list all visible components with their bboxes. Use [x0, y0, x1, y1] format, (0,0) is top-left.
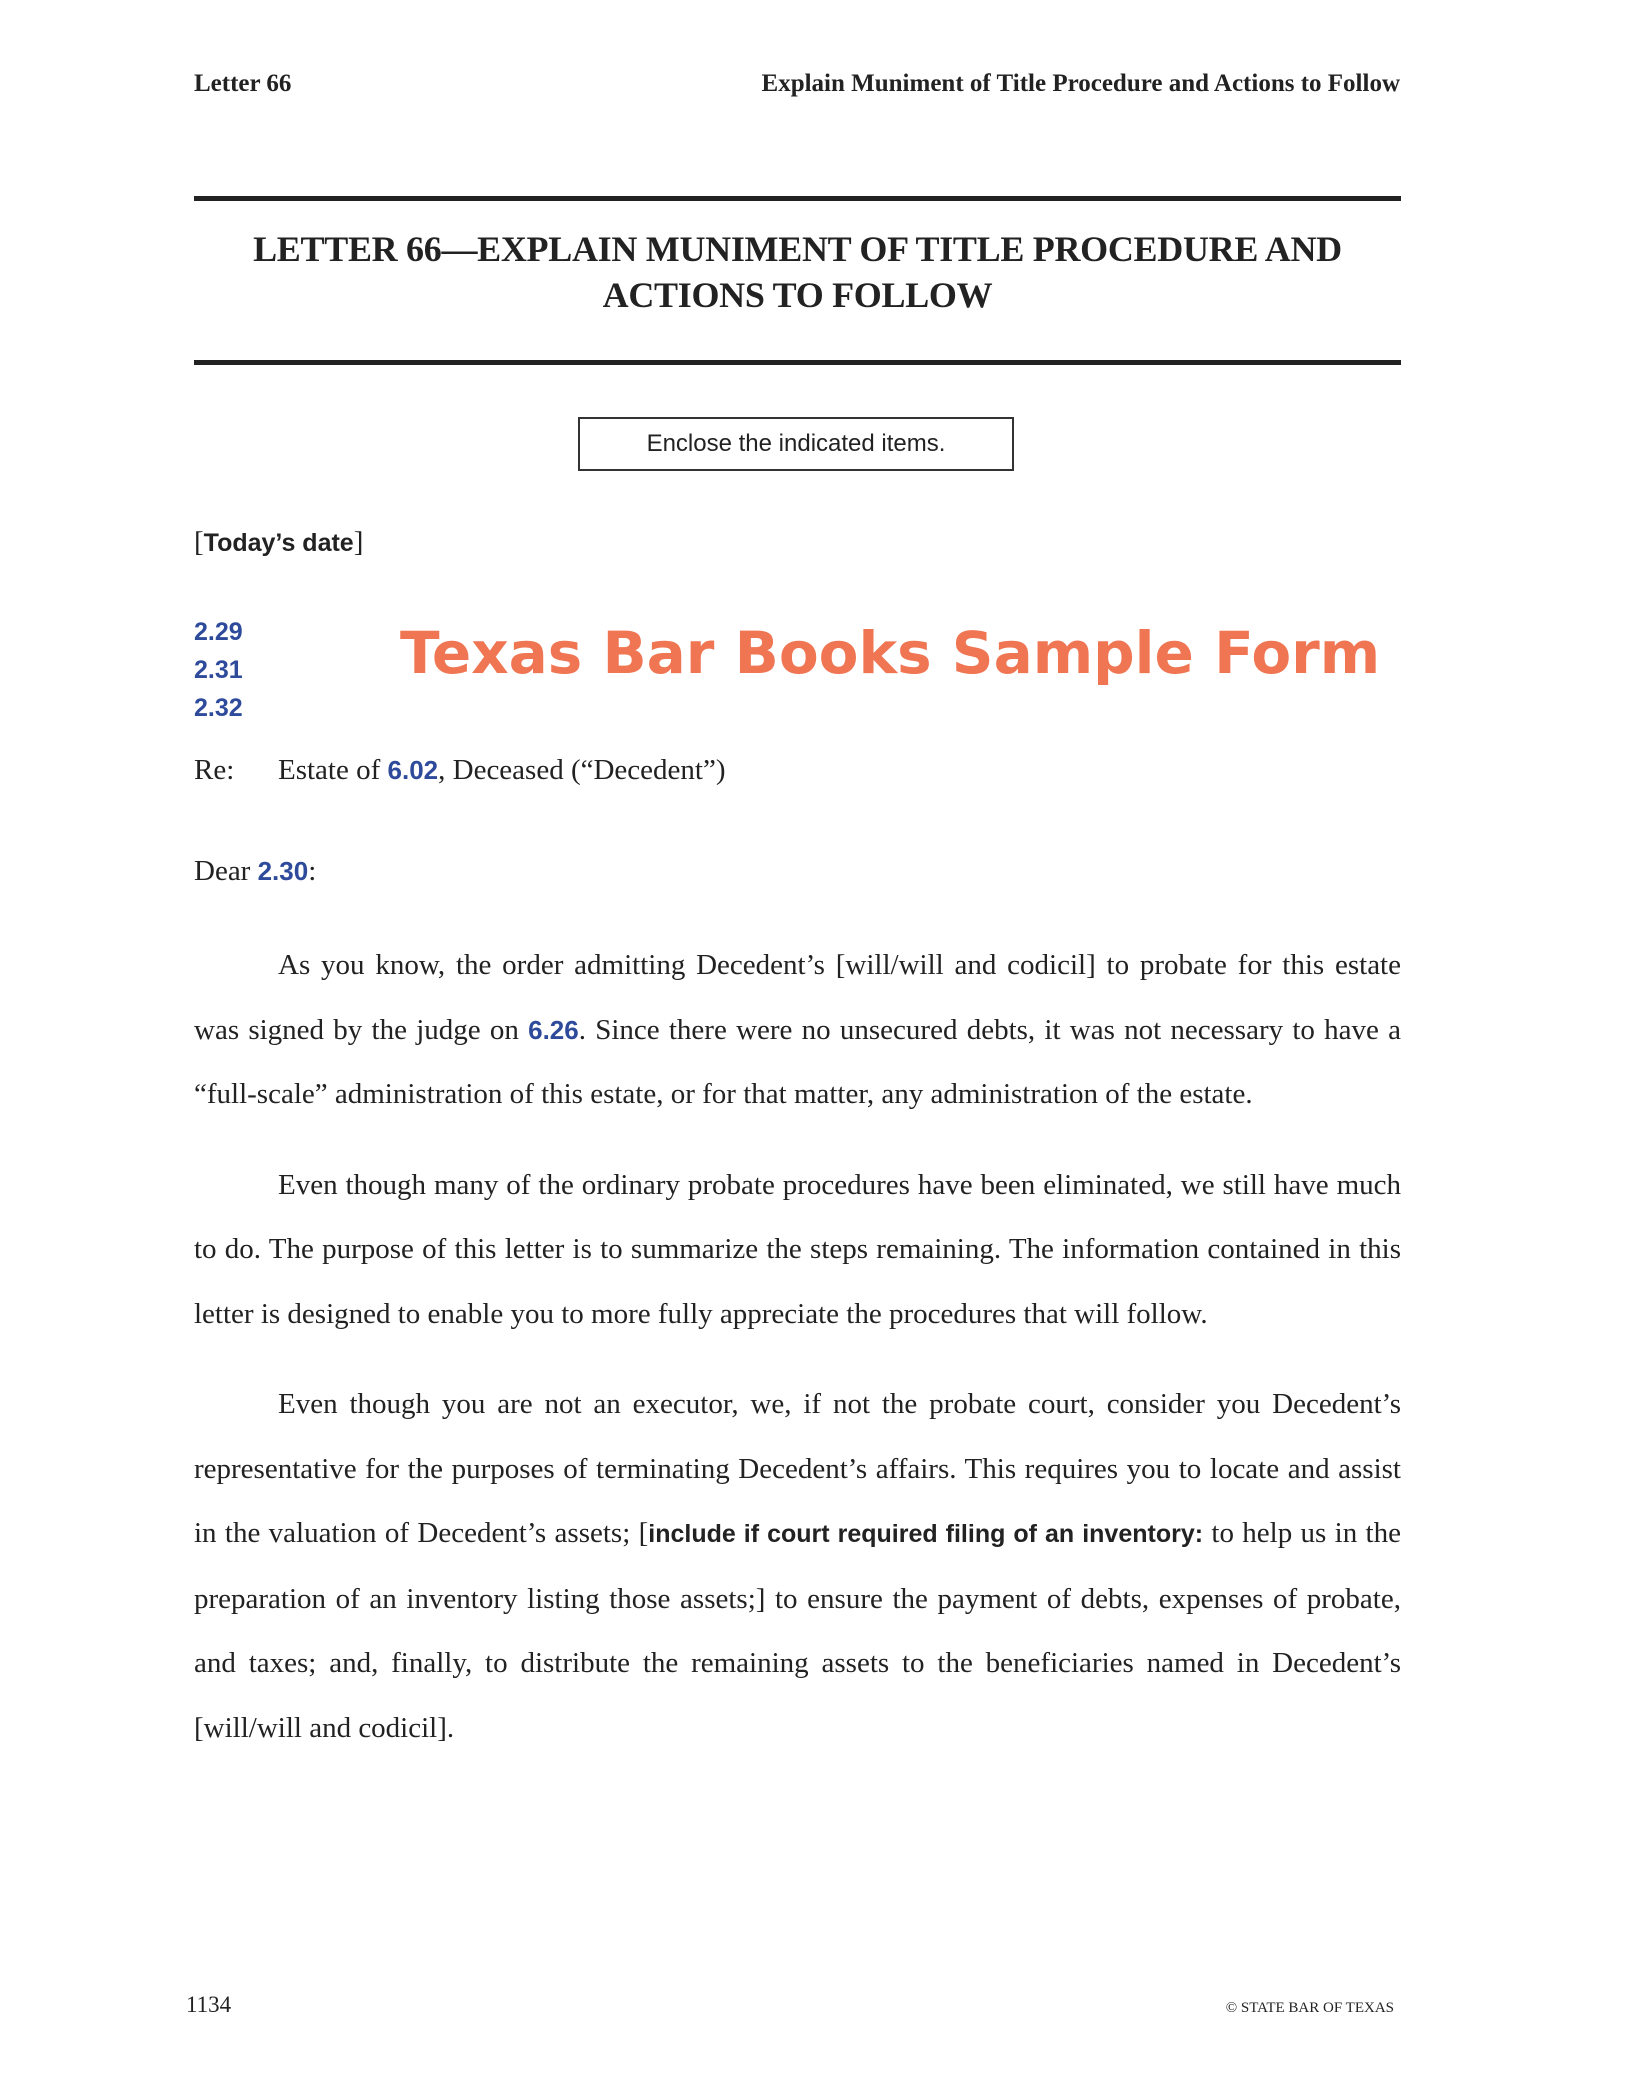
title-rule-top [194, 196, 1401, 201]
watermark: Texas Bar Books Sample Form [400, 619, 1381, 687]
text: As you know, the order admitting Decedent’s [will/will and codicil] to probate for this estate was signed by the judge on [194, 949, 1401, 1046]
bracket: [ [194, 526, 204, 558]
text: to help us in the preparation of an inventory listing those assets;] to ensure the payment of debts, expenses of probate, and taxes; and, finally, to distribute the remaining assets to the beneficiaries named in Decedent’s [will/will and codicil]. [194, 1517, 1401, 1744]
salutation-text: Dear [194, 855, 258, 887]
ref-number[interactable]: 2.32 [194, 694, 243, 722]
running-header-right: Explain Muniment of Title Procedure and Actions to Follow [761, 70, 1400, 97]
title-line-1: LETTER 66—EXPLAIN MUNIMENT OF TITLE PROCEDURE AND [253, 229, 1342, 269]
text: . Since there were no unsecured debts, it was not necessary to have a “full-scale” administration of this estate, or for that matter, any administration of the estate. [194, 1013, 1401, 1110]
letter-body [194, 933, 1401, 1760]
title-line-2: ACTIONS TO FOLLOW [602, 275, 993, 315]
running-header-left: Letter 66 [194, 70, 292, 97]
salutation-text: : [308, 855, 317, 887]
copyright: © STATE BAR OF TEXAS [1225, 2000, 1394, 2016]
enclose-note-box: Enclose the indicated items. [578, 417, 1014, 471]
paragraph-3 [194, 1372, 1401, 1760]
page-number: 1134 [186, 1992, 232, 2017]
page-title [194, 226, 1401, 318]
re-label: Re: [194, 754, 235, 786]
re-line [194, 754, 726, 787]
ref-number[interactable]: 2.30 [257, 856, 309, 886]
title-rule-bottom [194, 360, 1401, 365]
bracket: ] [353, 526, 364, 558]
bold-instruction: include if court required filing of an inventory: [648, 1520, 1204, 1548]
ref-number[interactable]: 2.31 [194, 656, 243, 684]
re-text: Estate of [278, 754, 388, 786]
re-text: , Deceased (“Decedent”) [438, 754, 726, 786]
ref-number[interactable]: 2.29 [194, 618, 243, 646]
date-placeholder [194, 526, 363, 559]
date-label: Today’s date [203, 529, 354, 557]
ref-number[interactable]: 6.02 [387, 755, 439, 785]
text: Even though you are not an executor, we, if not the probate court, consider you Decedent’s representative for the purposes of terminating Decedent’s affairs. This requires you to locate and assist in the valuation of Decedent’s assets; [ [194, 1388, 1401, 1549]
paragraph-1 [194, 933, 1401, 1127]
salutation [194, 855, 316, 888]
paragraph-2: Even though many of the ordinary probate procedures have been eliminated, we still have much to do. The purpose of this letter is to summarize the steps remaining. The information contained in this letter is designed to enable you to more fully appreciate the procedures that will follow. [194, 1168, 1401, 1330]
ref-number[interactable]: 6.26 [528, 1014, 579, 1045]
